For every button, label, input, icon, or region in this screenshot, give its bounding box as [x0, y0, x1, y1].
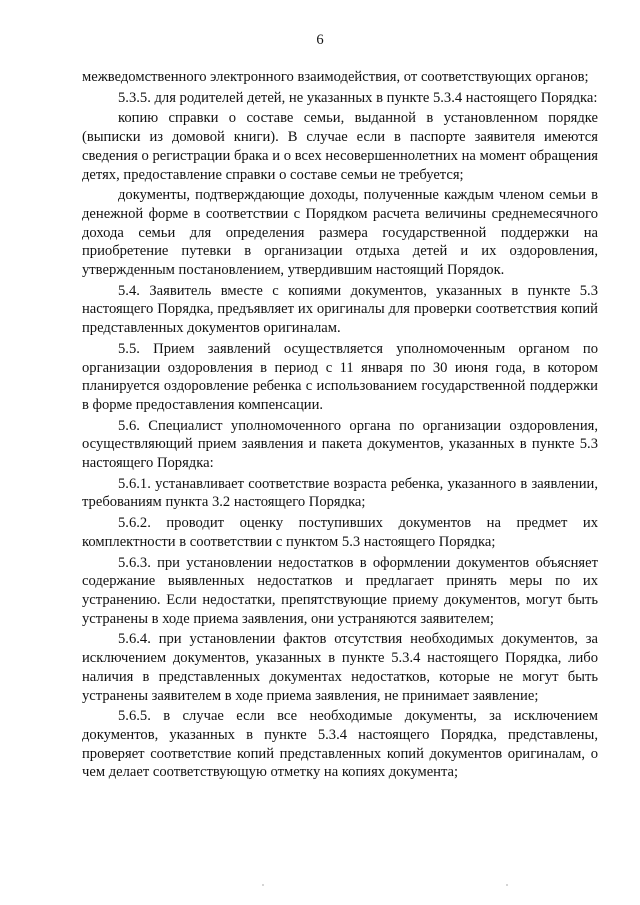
paragraph-5-6-5: 5.6.5. в случае если все необходимые документы, за исключением документов, указанных в пункте 5.3.4 настоящего Порядка, представлены, проверяет соответствие копий представленных копий документов оригиналам, о чем делает соответствующую отметку на копиях документа; [82, 708, 598, 781]
paragraph-interagency-continuation: межведомственного электронного взаимодействия, от соответствующих органов; [82, 69, 589, 85]
paragraph-5-6-3: 5.6.3. при установлении недостатков в оформлении документов объясняет содержание выявленных недостатков и предлагает принять меры по их устранению. Если недостатки, препятствующие приему документов, могут быть устранены в ходе приема заявления, они устраняются заявителем; [82, 554, 598, 627]
page-number: 6 [316, 32, 324, 48]
paragraph-5-6: 5.6. Специалист уполномоченного органа по организации оздоровления, осуществляющий прием заявления и пакета документов, указанных в пункте 5.3 настоящего Порядка: [82, 417, 598, 472]
paragraph-5-5: 5.5. Прием заявлений осуществляется уполномоченным органом по организации оздоровления в период с 11 января по 30 июня года, в котором планируется оздоровление ребенка с использованием государственной поддержки в форме предоставления компенсации. [82, 340, 598, 413]
paragraph-5-3-5: 5.3.5. для родителей детей, не указанных в пункте 5.3.4 настоящего Порядка: [118, 89, 598, 106]
paragraph-5-6-2: 5.6.2. проводит оценку поступивших документов на предмет их комплектности в соответствии с пунктом 5.3 настоящего Порядка; [82, 515, 598, 550]
scan-speck [262, 884, 264, 886]
paragraph-family-certificate: копию справки о составе семьи, выданной в установленном порядке (выписки из домовой книги). В случае если в паспорте заявителя имеются сведения о регистрации брака и о всех несовершеннолетних на момент обращения детях, предоставление справки о составе семьи не требуется; [82, 110, 598, 183]
paragraph-5-6-1: 5.6.1. устанавливает соответствие возраста ребенка, указанного в заявлении, требованиям пункта 3.2 настоящего Порядка; [82, 475, 598, 511]
scan-speck [506, 884, 508, 886]
paragraph-income-documents: документы, подтверждающие доходы, полученные каждым членом семьи в денежной форме в соответствии с Порядком расчета величины среднемесячного дохода семьи для определения размера государственной поддержки на приобретение путевки в организации отдыха детей и их оздоровления, утвержденным постановлением, утвердившим настоящий Порядок. [82, 187, 598, 279]
paragraph-5-6-4: 5.6.4. при установлении фактов отсутствия необходимых документов, за исключением документов, указанных в пункте 5.3.4 настоящего Порядка, либо наличия в представленных документах недостатков, которые не могут быть устранены заявителем в ходе приема заявления, не принимает заявление; [82, 631, 598, 704]
document-body [82, 68, 598, 782]
paragraph-5-4: 5.4. Заявитель вместе с копиями документов, указанных в пункте 5.3 настоящего Порядка, предъявляет их оригиналы для проверки соответствия копий представленных документов оригиналам. [82, 282, 598, 337]
